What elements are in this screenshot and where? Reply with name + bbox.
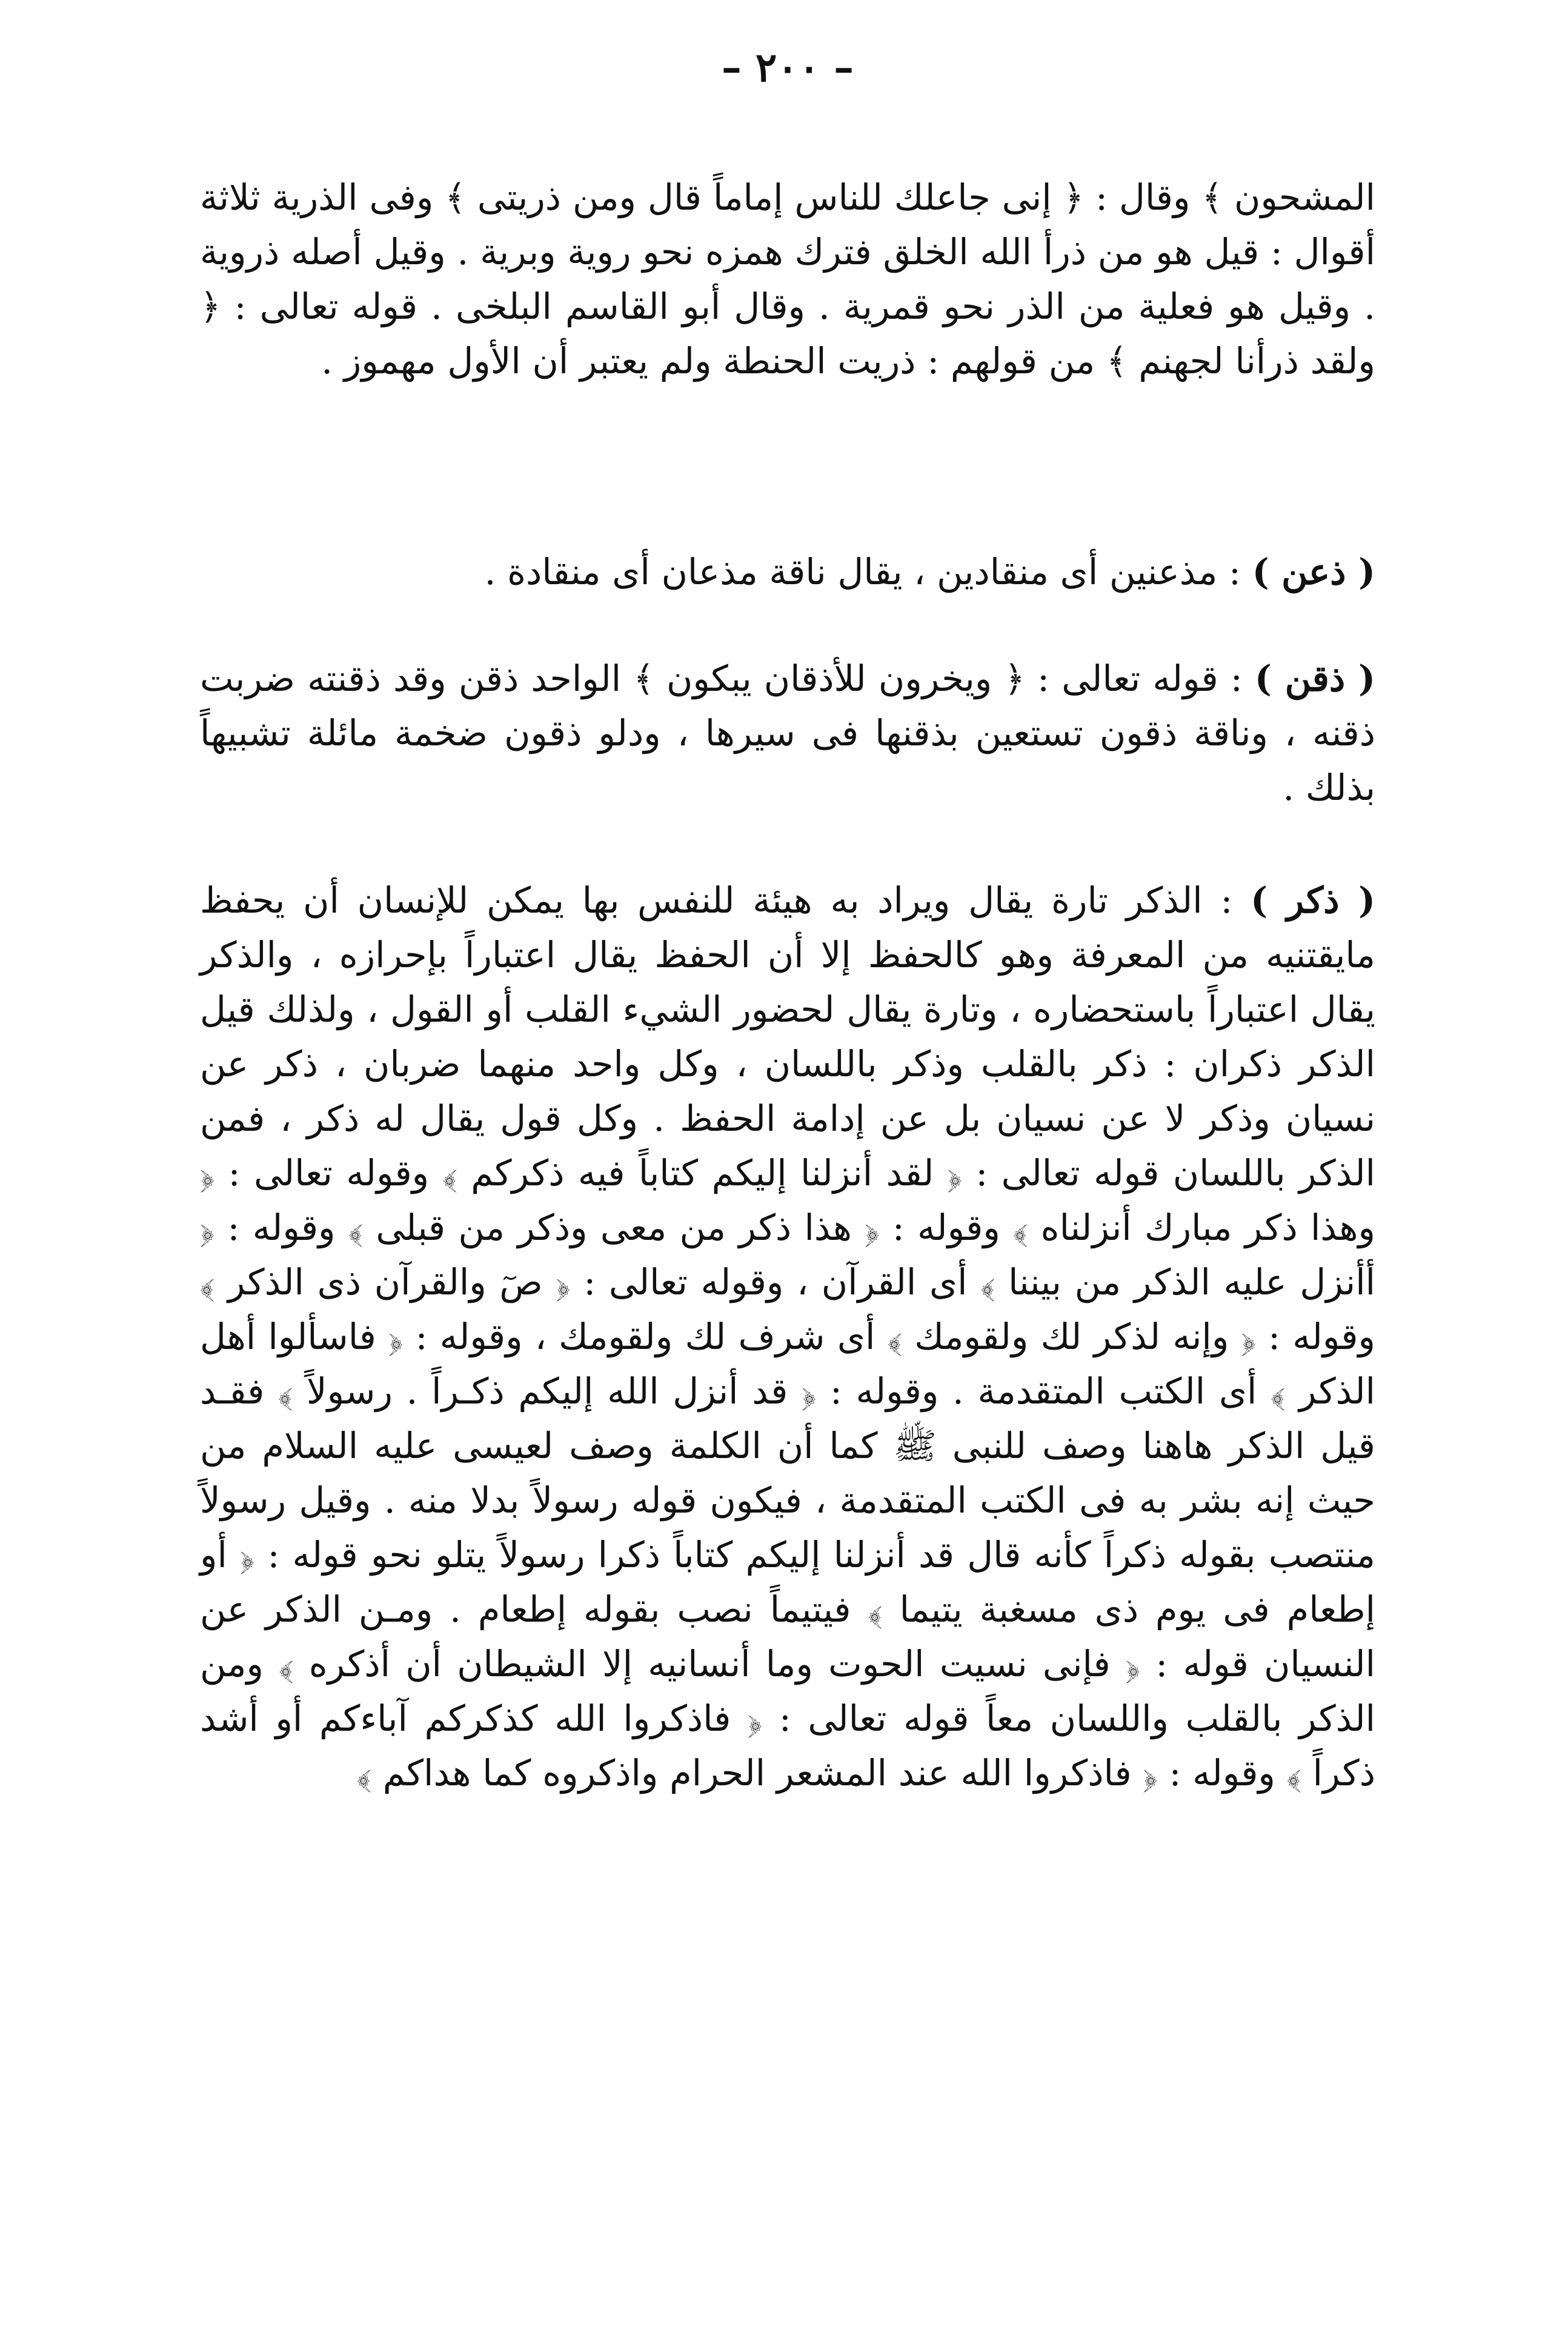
entry-dhikr: [200, 873, 1375, 1800]
entry-dhan: [200, 545, 1375, 599]
entry-heading: ( ذقن ): [1254, 658, 1375, 699]
entry-dhaqn: [200, 651, 1375, 815]
entry-text: : قوله تعالى : ﴿ ويخرون للأذقان يبكون ﴾ الواحد ذقن وقد ذقنته ضربت ذقنه ، وناقة ذقون تستعين بذقنها فى سيرها ، ودلو ذقون ضخمة مائلة تشبيهاً بذلك .: [200, 658, 1375, 808]
paragraph-continuation: [200, 170, 1375, 388]
paragraph-text: المشحون ﴾ وقال : ﴿ إنى جاعلك للناس إماماً قال ومن ذريتى ﴾ وفى الذرية ثلاثة أقوال : قيل هو من ذرأ الله الخلق فترك همزه نحو روية وبرية . وقيل أصله ذروية . وقيل هو فعلية من الذر نحو قمرية . وقال أبو القاسم البلخى . قوله تعالى : ﴿ ولقد ذرأنا لجهنم ﴾ من قولهم : ذريت الحنطة ولم يعتبر أن الأول مهموز .: [200, 176, 1375, 382]
entry-heading: ( ذعن ): [1252, 551, 1375, 593]
entry-heading: ( ذكر ): [1251, 879, 1375, 921]
entry-text: : مذعنين أى منقادين ، يقال ناقة مذعان أى منقادة .: [484, 551, 1252, 593]
entry-text: : الذكر تارة يقال ويراد به هيئة للنفس بها يمكن للإنسان أن يحفظ مايقتنيه من المعرفة وهو كالحفظ إلا أن الحفظ يقال اعتباراً بإحرازه ، والذكر يقال اعتباراً باستحضاره ، وتارة يقال لحضور الشيء القلب أو القول ، ولذلك قيل الذكر ذكران : ذكر بالقلب وذكر باللسان ، وكل واحد منهما ضربان ، ذكر عن نسيان وذكر لا عن نسيان بل عن إدامة الحفظ . وكل قول يقال له ذكر ، فمن الذكر باللسان قوله تعالى : ﴿ لقد أنزلنا إليكم كتاباً فيه ذكركم ﴾ وقوله تعالى : ﴿ وهذا ذكر مبارك أنزلناه ﴾ وقوله : ﴿ هذا ذكر من معى وذكر من قبلى ﴾ وقوله : ﴿ أأنزل عليه الذكر من بيننا ﴾ أى القرآن ، وقوله تعالى : ﴿ صٓ والقرآن ذى الذكر ﴾ وقوله : ﴿ وإنه لذكر لك ولقومك ﴾ أى شرف لك ولقومك ، وقوله : ﴿ فاسألوا أهل الذكر ﴾ أى الكتب المتقدمة . وقوله : ﴿ قد أنزل الله إليكم ذكـراً . رسولاً ﴾ فقـد قيل الذكر هاهنا وصف للنبى ﷺ كما أن الكلمة وصف لعيسى عليه السلام من حيث إنه بشر به فى الكتب المتقدمة ، فيكون قوله رسولاً بدلا منه . وقيل رسولاً منتصب بقوله ذكراً كأنه قال قد أنزلنا إليكم كتاباً ذكرا رسولاً يتلو نحو قوله : ﴿ أو إطعام فى يوم ذى مسغبة يتيما ﴾ فيتيماً نصب بقوله إطعام . ومـن الذكر عن النسيان قوله : ﴿ فإنى نسيت الحوت وما أنسانيه إلا الشيطان أن أذكره ﴾ ومن الذكر بالقلب واللسان معاً قوله تعالى : ﴿ فاذكروا الله كذكركم آباءكم أو أشد ذكراً ﴾ وقوله : ﴿ فاذكروا الله عند المشعر الحرام واذكروه كما هداكم ﴾: [200, 879, 1375, 1794]
page-number: – ٢٠٠ –: [721, 44, 854, 91]
